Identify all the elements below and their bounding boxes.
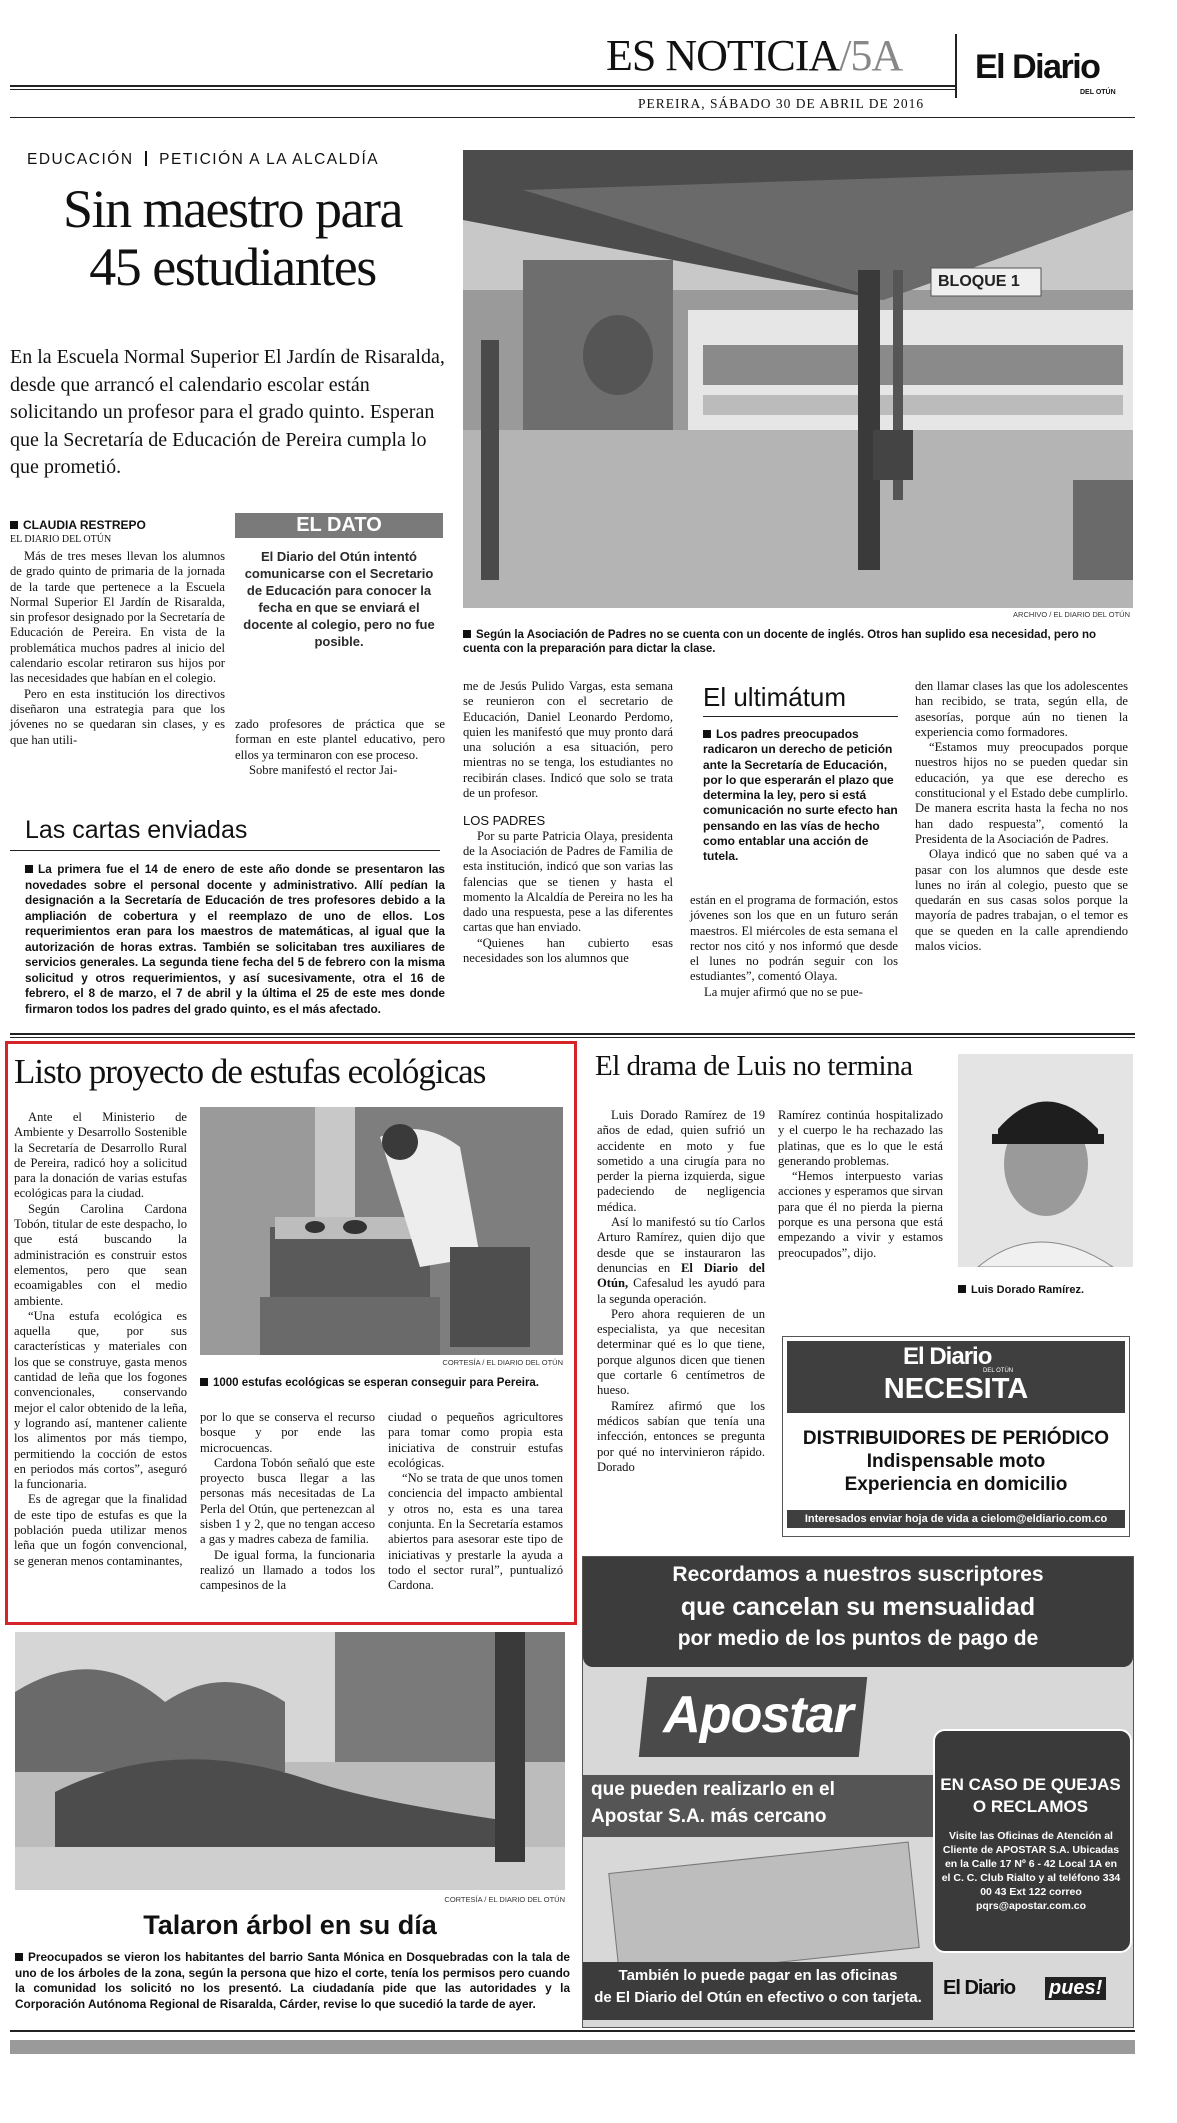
- estufa-photo-caption: 1000 estufas ecológicas se esperan conseguir para Pereira.: [200, 1376, 565, 1390]
- ultimatum-text: Los padres preocupados radicaron un derecho de petición ante la Secretaría de Educación, por lo que esperarán el plazo que determina la ley, pero si está comunicación no surte efecto han pensando en las vías de hecho como entablar una acción de tutela.: [703, 727, 898, 864]
- school-photo: [463, 150, 1133, 608]
- estufas-headline: Listo proyecto de estufas ecológicas: [14, 1052, 486, 1091]
- ad-necesita-footer: Interesados enviar hoja de vida a cielom@eldiario.com.co: [787, 1510, 1125, 1528]
- section-name: ES NOTICIA: [606, 31, 840, 80]
- ad-apostar-line1: Recordamos a nuestros suscriptores: [672, 1563, 1044, 1586]
- ad-apostar-logo-q: pues!: [1045, 1977, 1106, 2000]
- main-column-4: están en el programa de formación, estos jóvenes son los que en un futuro serán maestros. El miércoles de esta semana el rector nos citó y nos informó que desde el lunes no podrán seguir con los estudiantes”, comentó Olaya. La mujer afirmó que no se pue-: [690, 893, 898, 999]
- estufa-photo-credit: CORTESÍA / EL DIARIO DEL OTÚN: [442, 1358, 563, 1367]
- dateline: PEREIRA, SÁBADO 30 DE ABRIL DE 2016: [638, 96, 925, 111]
- section-title: [606, 30, 902, 81]
- ad-necesita-logo: El Diario: [903, 1343, 992, 1370]
- ad-apostar-sub1: que pueden realizarlo en el: [591, 1779, 835, 1800]
- ad-apostar-logo-diario: El Diario: [943, 1977, 1016, 1999]
- arbol-photo: [15, 1632, 565, 1890]
- luis-column-1: Luis Dorado Ramírez de 19 años de edad, quien sufrió un accidente en moto y fue sometido a una cirugía para no perder la pierna izquierda, sigue padeciendo de negligencia médica. Así lo manifestó su tío Carlos Arturo Ramírez, quien dijo que desde que se instauraron las denuncias en El Diario del Otún, Cafesalud les ayudó para la segunda operación. Pero ahora requieren de un especialista, ya que necesitan determinar qué es lo que tiene, porque algunos dicen que tienen que cortarle 6 centímetros de hueso. Ramírez afirmó que los médicos sabían que tenía una infección, entonces se pregunta por qué no intervinieron rápido. Dorado: [597, 1108, 765, 1474]
- estufas-column-3: ciudad o pequeños agricultores para tomar como propia esta iniciativa de construir estufas ecológicas. “No se trata de que unos tomen conciencia del impacto ambiental y otros no, esta es una tarea conjunta. En la Secretaría estamos abiertos para asesorar este tipo de iniciativas y prestarle la ayuda a todo el sector rural”, puntualizó Cardona.: [388, 1410, 563, 1593]
- ad-necesita-logo-sub: DEL OTÚN: [983, 1368, 1014, 1374]
- luis-photo-caption: Luis Dorado Ramírez.: [958, 1283, 1138, 1297]
- el-dato-title: EL DATO: [235, 513, 443, 538]
- ad-apostar-brand: Apostar: [663, 1686, 853, 1744]
- ad-apostar-bottom1: También lo puede pagar en las oficinas: [618, 1967, 898, 1984]
- ultimatum-heading: El ultimátum: [703, 682, 847, 712]
- kicker: [27, 151, 379, 169]
- lead-paragraph: En la Escuela Normal Superior El Jardín de Risaralda, desde que arrancó el calendario escolar están solicitando un profesor para el grado quinto. Esperan que la Secretaría de Educación de Pereira cumpla lo que prometió.: [10, 346, 445, 478]
- school-sign: BLOQUE 1: [938, 273, 1020, 290]
- main-column-3: me de Jesús Pulido Vargas, esta semana se reunieron con el secretario de Educación, Daniel Leonardo Perdomo, quien les manifestó que muy pronto dará una solución a esa situación, pero mientras no se tenga, los estudiantes no recibirán clases. Indicó que solo se trata de un profesor. LOS PADRES Por su parte Patricia Olaya, presidenta de la Asociación de Padres de Familia de esta institución, indicó que son varias las falencias que se tienen y hasta el momento la Alcaldía de Pereira no les ha dado una respuesta, pese a las diferentes cartas que han enviado. “Quienes han cubierto esas necesidades son los alumnos que: [463, 679, 673, 966]
- ad-necesita-line1: DISTRIBUIDORES DE PERIÓDICO: [802, 1428, 1110, 1449]
- page-number: /5A: [839, 31, 903, 80]
- bottom-band: [10, 2040, 1135, 2054]
- ad-apostar-line3: por medio de los puntos de pago de: [677, 1627, 1039, 1650]
- estufas-column-1: Ante el Ministerio de Ambiente y Desarrollo Sostenible la Secretaría de Desarrollo Rural de Pereira, radicó hoy a solicitud para la donación de varias estufas ecológicas para la ciudad. Según Carolina Cardona Tobón, titular de este despacho, lo que está buscando la administración es construir estos elementos, pero que sean ecoamigables con el medio ambiente. “Una estufa ecológica es aquella que, por sus características y materiales con los que se construye, gasta menos cantidad de leña que los fogones convencionales, conservando mejor el calor obtenido de la leña, y logrando así, mantener caliente los alimentos por más tiempo, permitiendo la cocción de estos en periodos más cortos”, aseguró la funcionaria. Es de agregar que la finalidad de este tipo de estufas es que la población pueda utilizar menos leña que un fogón convencional, se generan menos contaminantes,: [14, 1110, 187, 1568]
- luis-headline: El drama de Luis no termina: [595, 1050, 913, 1082]
- el-dato-box: [235, 513, 443, 650]
- ad-necesita: [782, 1336, 1130, 1537]
- ad-apostar-bottom2: de El Diario del Otún en efectivo o con tarjeta.: [594, 1989, 922, 2006]
- cartas-heading: Las cartas enviadas: [25, 816, 248, 844]
- ad-necesita-line2: Indispensable moto: [866, 1451, 1046, 1472]
- main-column-5: den llamar clases las que los adolescentes han recibido, se trata, según ella, de asesorías, porque aún no tienen la experiencia como formadores. “Estamos muy preocupados porque nuestros hijos no se pueden quedar sin educación, ya que ese derecho es constitucional y el Estado debe cumplirlo. De manera escrita hasta la fecha no nos han dado respuesta”, comentó la Presidenta de la Asociación de Padres. Olaya indicó que no saben qué va a pasar con los alumnos que desde este lunes no irán al colegio, puesto que se quedarán en sus casas solos porque la mayoría de padres trabajan, o el temor es que se queden en la calle aprendiendo malos vicios.: [915, 679, 1128, 954]
- ad-necesita-line3: Experiencia en domicilio: [844, 1474, 1068, 1495]
- ad-quejas-text: Visite las Oficinas de Atención al Cliente de APOSTAR S.A. Ubicadas en la Calle 17 Nº 6 - 42 Local 1A en el C. C. Club Rialto y al teléfono 334 00 43 Ext 122 correo pqrs@apostar.com.co: [941, 1830, 1121, 1912]
- ad-quejas-title2: O RECLAMOS: [972, 1797, 1089, 1816]
- photo-credit: ARCHIVO / EL DIARIO DEL OTÚN: [1013, 610, 1130, 619]
- ad-necesita-title: NECESITA: [883, 1373, 1029, 1405]
- author-org: EL DIARIO DEL OTÚN: [10, 534, 112, 545]
- ad-apostar: [582, 1556, 1134, 2028]
- headline: Sin maestro para 45 estudiantes: [63, 179, 402, 297]
- arbol-headline: Talaron árbol en su día: [143, 1910, 437, 1940]
- main-column-2: zado profesores de práctica que se forman en este plantel educativo, pero ellos ya terminaron con ese proceso. Sobre manifestó el rector Jai-: [235, 717, 445, 777]
- ad-apostar-newspapers: [608, 1842, 920, 1980]
- kicker-topic: PETICIÓN A LA ALCALDÍA: [159, 151, 380, 168]
- school-photo-caption: Según la Asociación de Padres no se cuenta con un docente de inglés. Otros han suplido esa necesidad, pero no cuenta con la preparación para dictar la clase.: [463, 629, 1097, 655]
- luis-column-2: Ramírez continúa hospitalizado y el cuerpo le ha rechazado las platinas, que es lo que le está generando problemas. “Hemos interpuesto varias acciones y esperamos que sirvan para que él no pierda la pierna porque es una persona que está empezando a vivir y estamos preocupados”, dijo.: [778, 1108, 943, 1260]
- masthead-logo: El Diario: [975, 48, 1100, 86]
- ad-apostar-sub2: Apostar S.A. más cercano: [591, 1806, 827, 1827]
- cartas-text: La primera fue el 14 de enero de este año donde se presentaron las novedades sobre el personal docente y administrativo. Allí pedían la designación a la Secretaría de Educación de tres profesores debido a la ampliación de cobertura y el reemplazo de uno de ellos. Los requerimientos eran para los maestros de matemáticas, al igual que la autorización de horas extras. También se solicitaban tres auxiliares de servicios generales. La segunda tiene fecha del 5 de febrero con la misma solicitud y otros requerimientos, y así sucesivamente, otra el 16 de febrero, el 8 de marzo, el 7 de abril y la última el 25 de este mes donde firmaron todos los padres del grado quinto, es el más afectado.: [25, 862, 445, 1016]
- kicker-section: EDUCACIÓN: [27, 151, 134, 168]
- el-dato-text: El Diario del Otún intentó comunicarse con el Secretario de Educación para conocer la fecha en que se enviará el docente al colegio, pero no fue posible.: [243, 549, 435, 649]
- estufa-photo: [200, 1107, 563, 1355]
- masthead-logo-sub: DEL OTÚN: [1080, 89, 1116, 96]
- arbol-photo-credit: CORTESÍA / EL DIARIO DEL OTÚN: [444, 1895, 565, 1904]
- ad-quejas-title1: EN CASO DE QUEJAS: [940, 1775, 1121, 1794]
- arbol-text: Preocupados se vieron los habitantes del barrio Santa Mónica en Dosquebradas con la tala de uno de los árboles de la zona, según la persona que hizo el corte, tenía los permisos pero cuando la comunidad los solicitó no los presentó. La ciudadanía pide que las autoridades y la Corporación Autónoma Regional de Risaralda, Cárder, revise lo que sucedió la tarde de ayer.: [15, 1950, 570, 2011]
- ad-apostar-line2: que cancelan su mensualidad: [680, 1593, 1036, 1621]
- luis-photo: [958, 1054, 1133, 1267]
- estufas-column-2: por lo que se conserva el recurso bosque y por ende las microcuencas. Cardona Tobón señaló que este proyecto busca llegar a las personas más necesitadas de La Perla del Otún, que pertenezcan al sisben 1 y 2, que no tengan acceso a gas y madres cabeza de familia. De igual forma, la funcionaria realizó un llamado a todos los campesinos de la: [200, 1410, 375, 1593]
- main-column-1: Más de tres meses llevan los alumnos de grado quinto de primaria de la jornada de la tarde que pertenece a la Escuela Normal Superior El Jardín de Risaralda, sin profesor designado por la Secretaría de Educación de Pereira. En vista de la problemática muchos padres al inicio del calendario escolar retiraron sus hijos por las necesidades que habían en el colegio. Pero en esta institución los directivos diseñaron una estrategia para que los jóvenes no se quedaran sin clases, y es que han utili-: [10, 549, 225, 747]
- subhead-los-padres: LOS PADRES: [463, 813, 546, 829]
- author: CLAUDIA RESTREPO: [10, 518, 146, 532]
